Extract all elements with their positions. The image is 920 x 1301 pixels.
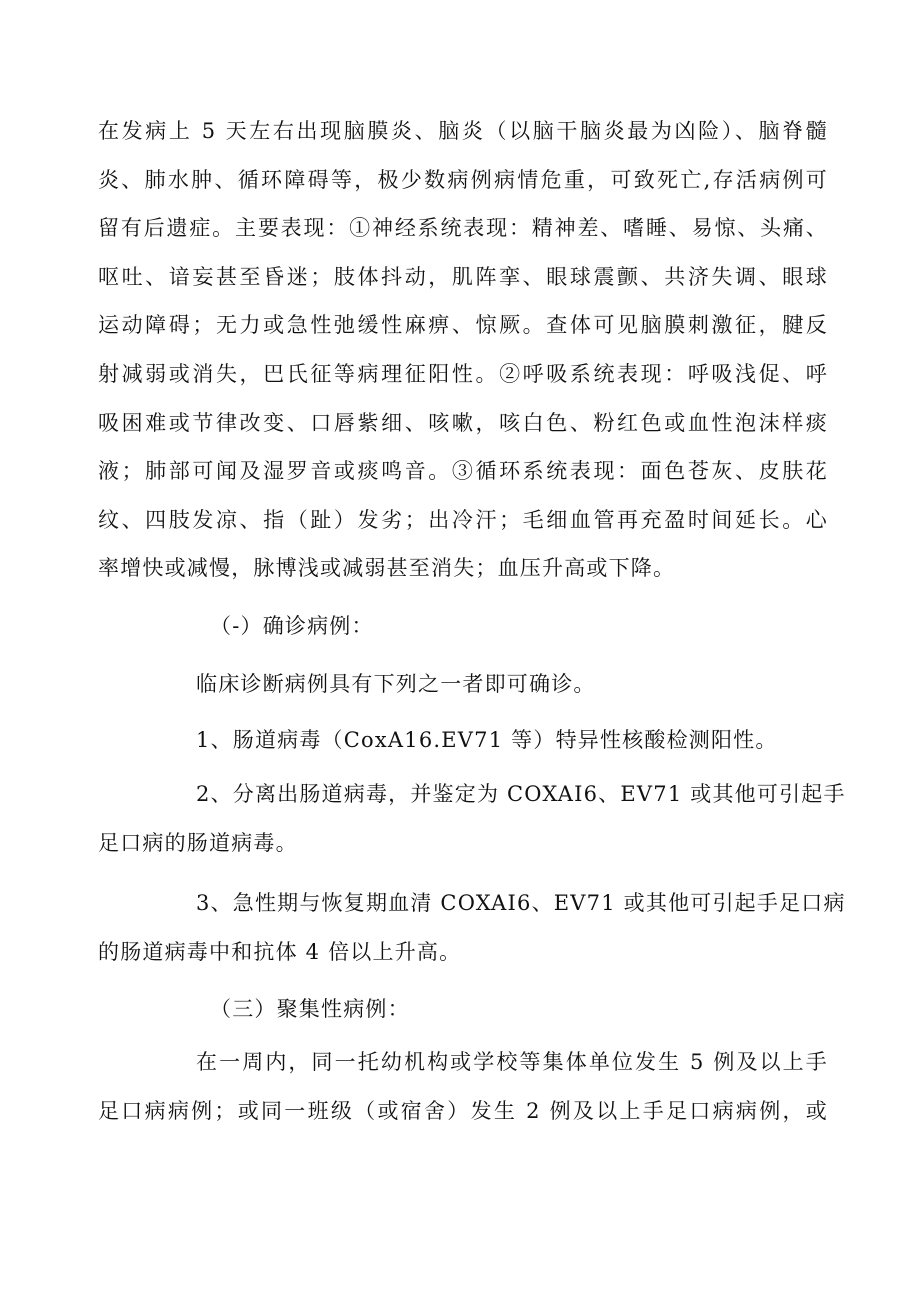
paragraph-line: 足口病病例；或同一班级（或宿舍）发生 2 例及以上手足口病病例，或 — [98, 1098, 828, 1123]
list-item-line: 足口病的肠道病毒。 — [98, 830, 298, 855]
paragraph-line: 在一周内，同一托幼机构或学校等集体单位发生 5 例及以上手 — [196, 1050, 828, 1074]
paragraph-intro — [98, 107, 828, 593]
paragraph-line: 呕吐、谙妄甚至昏迷；肢体抖动，肌阵挛、眼球震颤、共济失调、眼球 — [98, 264, 828, 289]
list-item-line: 3、急性期与恢复期血清 COXAI6、EV71 或其他可引起手足口病 — [196, 891, 846, 915]
list-item-line: 2、分离出肠道病毒，并鉴定为 COXAI6、EV71 或其他可引起手 — [196, 782, 846, 806]
heading-confirmed-cases: （-）确诊病例： — [210, 614, 374, 638]
paragraph-line: 留有后遗症。主要表现：①神经系统表现：精神差、嗜睡、易惊、头痛、 — [98, 216, 828, 241]
list-item-line: 的肠道病毒中和抗体 4 倍以上升高。 — [98, 939, 462, 964]
cluster-paragraph — [98, 1038, 828, 1135]
paragraph-line: 炎、肺水肿、循环障碍等，极少数病例病情危重，可致死亡,存活病例可 — [98, 167, 828, 192]
heading-cluster-cases: （三）聚集性病例： — [210, 997, 410, 1021]
paragraph-line: 液；肺部可闻及湿罗音或痰鸣音。③循环系统表现：面色苍灰、皮肤花 — [98, 459, 828, 484]
list-item-1: 1、肠道病毒（CoxA16.EV71 等）特异性核酸检测阳性。 — [196, 728, 778, 752]
paragraph-line: 纹、四肢发凉、指（趾）发劣；出冷汗；毛细血管再充盈时间延长。心 — [98, 507, 828, 532]
paragraph-line: 射减弱或消失，巴氏征等病理征阳性。②呼吸系统表现：呼吸浅促、呼 — [98, 361, 828, 386]
paragraph-line: 率增快或减慢，脉博浅或减弱甚至消失；血压升高或下降。 — [98, 556, 676, 581]
confirmed-intro: 临床诊断病例具有下列之一者即可确诊。 — [196, 672, 596, 696]
list-item-3 — [98, 879, 846, 976]
paragraph-line: 在发病上 5 天左右出现脑膜炎、脑炎（以脑干脑炎最为凶险）、脑脊髓 — [98, 119, 828, 143]
list-item-2 — [98, 770, 846, 867]
paragraph-line: 运动障碍；无力或急性弛缓性麻痹、惊厥。查体可见脑膜刺激征，腱反 — [98, 313, 828, 338]
paragraph-line: 吸困难或节律改变、口唇紫细、咳嗽，咳白色、粉红色或血性泡沫样痰 — [98, 410, 828, 435]
